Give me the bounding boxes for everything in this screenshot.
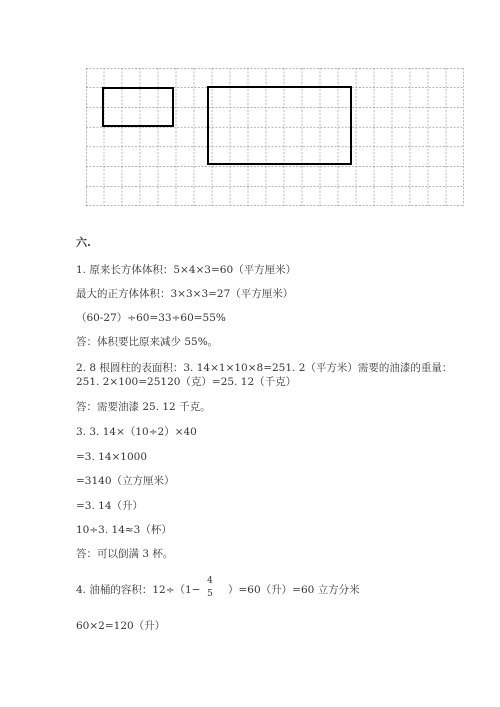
answer-line: 1. 原来长方体体积：5×4×3=60（平方厘米） (76, 264, 297, 276)
answer-line: 3. 3. 14×（10÷2）×40 (76, 426, 197, 438)
answer-line: =3140（立方厘米） (76, 475, 175, 487)
answer-line: =3. 14（升） (76, 500, 144, 512)
answer-line: 答：可以倒满 3 杯。 (76, 548, 174, 560)
answer-line: 2. 8 根圆柱的表面积：3. 14×1×10×8=251. 2（平方米）需要的油漆的重量： (76, 362, 453, 374)
large-rectangle (208, 87, 351, 164)
answer-line: 最大的正方体体积：3×3×3=27（平方厘米） (76, 288, 294, 300)
answer-line: 答：需要油漆 25. 12 千克。 (76, 401, 211, 413)
answer-line: 60×2=120（升） (76, 620, 166, 632)
answer-line: 答：体积要比原来减少 55%。 (76, 336, 219, 348)
answer-line: 4. 油桶的容积：12÷（1− (76, 584, 201, 596)
answer-line: =3. 14×1000 (76, 451, 148, 463)
section-title: 六. (76, 236, 91, 249)
answer-line: 10÷3. 14≈3（杯） (76, 524, 172, 536)
answer-line: ）=60（升）=60 立方分米 (228, 584, 360, 596)
fraction (205, 576, 215, 599)
small-rectangle (103, 88, 173, 126)
answer-line: 251. 2×100=25120（克）=25. 12（千克） (76, 376, 297, 388)
grid-figure (86, 68, 464, 206)
fraction-numerator: 4 (207, 576, 213, 586)
fraction-denominator: 5 (207, 589, 213, 599)
answer-line: （60-27）÷60=33÷60=55% (76, 312, 226, 324)
